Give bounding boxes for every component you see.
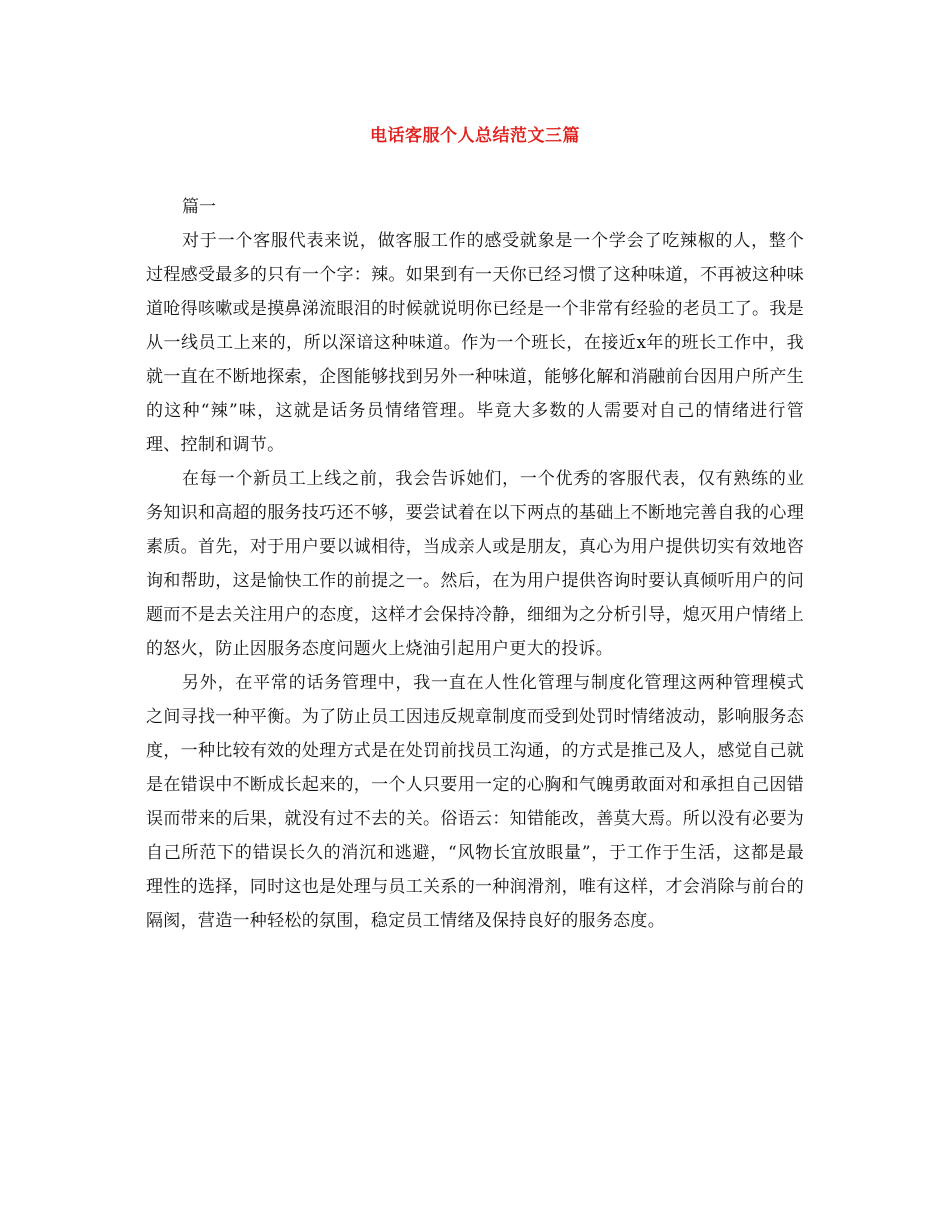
- paragraph-1: 对于一个客服代表来说，做客服工作的感受就象是一个学会了吃辣椒的人，整个过程感受最多的只有一个字：辣。如果到有一天你已经习惯了这种味道，不再被这种味道呛得咳嗽或是摸鼻涕流眼泪的时候就说明你已经是一个非常有经验的老员工了。我是从一线员工上来的，所以深谙这种味道。作为一个班长，在接近x年的班长工作中，我就一直在不断地探索，企图能够找到另外一种味道，能够化解和消融前台因用户所产生的这种“辣”味，这就是话务员情绪管理。毕竟大多数的人需要对自己的情绪进行管理、控制和调节。: [146, 231, 804, 455]
- section-heading: 篇一: [182, 197, 216, 217]
- paragraph-2: 在每一个新员工上线之前，我会告诉她们，一个优秀的客服代表，仅有熟练的业务知识和高超的服务技巧还不够，要尝试着在以下两点的基础上不断地完善自我的心理素质。首先，对于用户要以诚相待，当成亲人或是朋友，真心为用户提供切实有效地咨询和帮助，这是愉快工作的前提之一。然后，在为用户提供咨询时要认真倾听用户的问题而不是去关注用户的态度，这样才会保持冷静，细细为之分析引导，熄灭用户情绪上的怒火，防止因服务态度问题火上烧油引起用户更大的投诉。: [146, 469, 804, 659]
- paragraph-3: 另外，在平常的话务管理中，我一直在人性化管理与制度化管理这两种管理模式之间寻找一种平衡。为了防止员工因违反规章制度而受到处罚时情绪波动，影响服务态度，一种比较有效的处理方式是在处罚前找员工沟通，的方式是推己及人，感觉自己就是在错误中不断成长起来的，一个人只要用一定的心胸和气魄勇敢面对和承担自己因错误而带来的后果，就没有过不去的关。俗语云：知错能改，善莫大焉。所以没有必要为自己所范下的错误长久的消沉和逃避，“风物长宜放眼量”，于工作于生活，这都是最理性的选择，同时这也是处理与员工关系的一种润滑剂，唯有这样，才会消除与前台的隔阂，营造一种轻松的氛围，稳定员工情绪及保持良好的服务态度。: [146, 673, 804, 931]
- document-title: 电话客服个人总结范文三篇: [370, 126, 580, 146]
- document-page: [146, 118, 804, 938]
